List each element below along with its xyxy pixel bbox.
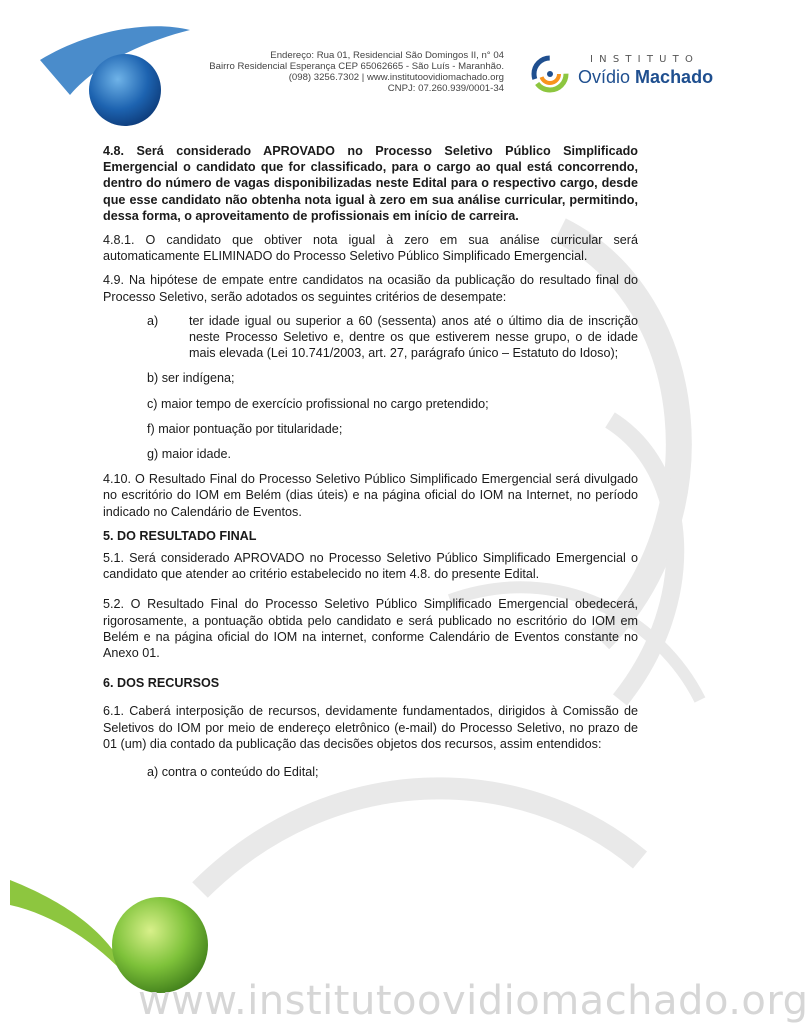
logo-top-text: INSTITUTO (590, 54, 700, 65)
list-item: g) maior idade. (147, 447, 231, 462)
paragraph-6-1: 6.1. Caberá interposição de recursos, devidamente fundamentados, dirigidos à Comissão de Seletivos do IOM por meio de endereço eletrônico (e-mail) do Processo Seletivo, no prazo de 01 (um) dia contado da publicação das decisões objetos dos recursos, assim entendidos: (103, 704, 638, 751)
blue-sphere-decoration (89, 54, 161, 126)
institute-logo (526, 52, 714, 96)
logo-name-regular: Ovídio (578, 67, 631, 87)
list-item-letter: a) (147, 313, 159, 328)
list-item-text: ter idade igual ou superior a 60 (sessenta) anos até o último dia de inscrição neste Processo Seletivo e, dentre os que estiverem nesse grupo, o de idade mais elevada (Lei 10.741/2003, art. 27, parágrafo único – Estatuto do Idoso); (189, 313, 638, 361)
list-item: c) maior tempo de exercício profissional no cargo pretendido; (147, 396, 489, 411)
document-body (103, 143, 638, 788)
logo-name (578, 67, 713, 88)
address-line: Bairro Residencial Esperança CEP 65062665 - São Luís - Maranhão. (209, 61, 504, 72)
bottom-swoosh (10, 880, 130, 980)
paragraph-4-10: 4.10. O Resultado Final do Processo Seletivo Público Simplificado Emergencial será divulgado no escritório do IOM em Belém (dias úteis) e na página oficial do IOM na Internet, no período indicado no Calendário de Eventos. (103, 472, 638, 519)
list-item: b) ser indígena; (147, 371, 235, 386)
paragraph-4-8: 4.8. Será considerado APROVADO no Processo Seletivo Público Simplificado Emergencial o candidato que for classificado, para o cargo ao qual está concorrendo, dentro do número de vagas disponibilizadas neste Edital para o respectivo cargo, desde que esse candidato não obtenha nota igual à zero em sua análise curricular, permitindo, dessa forma, o aproveitamento de profissionais em início de carreira. (103, 144, 638, 223)
address-line: (098) 3256.7302 | www.institutoovidiomachado.org (288, 72, 504, 83)
list-item: f) maior pontuação por titularidade; (147, 421, 343, 436)
tiebreak-criteria-list (147, 313, 638, 462)
paragraph-4-8-1: 4.8.1. O candidato que obtiver nota igual à zero em sua análise curricular será automaticamente ELIMINADO do Processo Seletivo Público Simplificado Emergencial. (103, 233, 638, 264)
section-heading-6: 6. DOS RECURSOS (103, 676, 220, 691)
header-address (196, 50, 504, 94)
address-line: CNPJ: 07.260.939/0001-34 (387, 83, 504, 94)
section-heading-5: 5. DO RESULTADO FINAL (103, 528, 257, 543)
ribbon-logo-icon (526, 52, 574, 96)
list-item (147, 313, 638, 362)
paragraph-5-1: 5.1. Será considerado APROVADO no Processo Seletivo Público Simplificado Emergencial o candidato que atender ao critério estabelecido no item 4.8. do presente Edital. (103, 551, 638, 582)
footer-url-watermark: www.institutoovidiomachado.org (138, 978, 809, 1024)
logo-name-bold: Machado (635, 67, 714, 87)
paragraph-5-2: 5.2. O Resultado Final do Processo Seletivo Público Simplificado Emergencial obedecerá, rigorosamente, a pontuação obtida pelo candidato e será publicado no escritório do IOM em Belém e na página oficial do IOM na internet, conforme Calendário de Eventos constante no Anexo 01. (103, 597, 638, 661)
list-item: a) contra o conteúdo do Edital; (147, 765, 319, 780)
address-line: Endereço: Rua 01, Residencial São Domingos II, n° 04 (270, 50, 504, 61)
paragraph-4-9: 4.9. Na hipótese de empate entre candidatos na ocasião da publicação do resultado final do Processo Seletivo, serão adotados os seguintes critérios de desempate: (103, 273, 638, 304)
